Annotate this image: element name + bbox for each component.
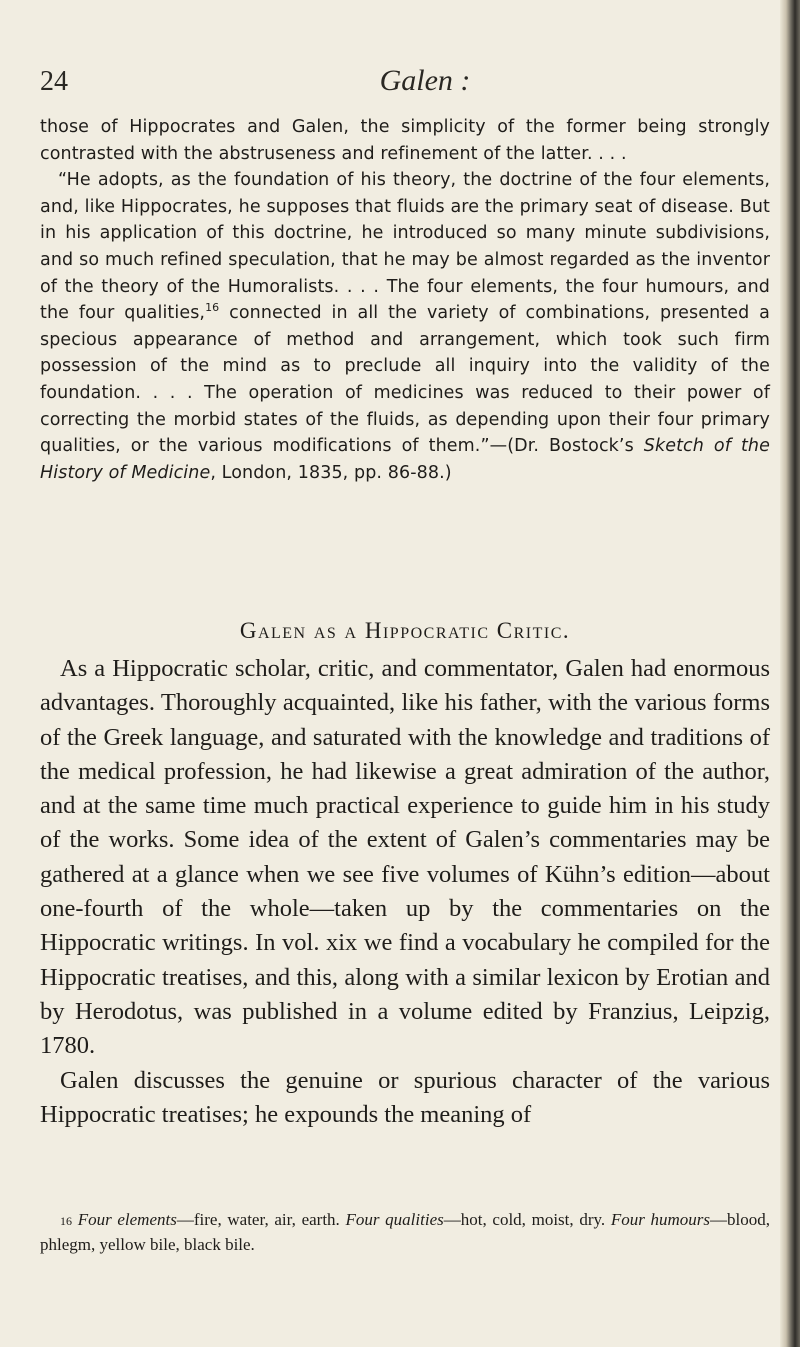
running-head: Galen : — [379, 64, 471, 97]
footnote-qualities-list: —hot, cold, moist, dry. — [443, 1210, 611, 1229]
book-spine-shadow — [780, 0, 800, 1347]
section-heading: Galen as a Hippocratic Critic. — [239, 618, 571, 643]
footnote — [40, 1208, 770, 1257]
quote-text-c: , London, 1835, pp. 86-88.) — [210, 462, 452, 483]
footnote-reference[interactable]: 16 — [205, 301, 220, 315]
footnote-label-elements: Four elements — [77, 1210, 177, 1229]
cited-work-title: Sketch of the History of Medicine — [40, 436, 770, 483]
quote-paragraph-1: those of Hippocrates and Galen, the simplicity of the former being strongly contrasted with the abstruseness and refinement of the latter. . . . — [40, 117, 770, 164]
body-paragraph-2: Galen discusses the genuine or spurious character of the various Hippocratic treatises; he expounds the meaning of — [40, 1066, 770, 1128]
quote-text-a: “He adopts, as the foundation of his theory, the doctrine of the four elements, and, like Hippocrates, he supposes that fluids are the primary seat of disease. But in his application of this doctrine, he introduced so many minute subdivisions, and so much refined speculation, that he may be almost regarded as the inventor of the theory of the Humoralists. . . . The four elements, the four humours, and the four qualities, — [40, 170, 770, 324]
quote-paragraph-2 — [40, 167, 770, 486]
body-text — [40, 652, 770, 1132]
footnote-humours-list: —blood, phlegm, yellow bile, black bile. — [40, 1210, 771, 1254]
page-number: 24 — [40, 66, 68, 97]
footnote-label-humours: Four humours — [610, 1210, 711, 1229]
body-paragraph-1: As a Hippocratic scholar, critic, and commentator, Galen had enormous advantages. Thoroughly acquainted, like his father, with the various forms of the Greek language, and saturated with the knowledge and traditions of the medical profession, he had likewise a great admiration of the author, and at the same time much practical experience to guide him in his study of the works. Some idea of the extent of Galen’s commentaries may be gathered at a glance when we see five volumes of Kühn’s edition—about one-fourth of the whole—taken up by the commentaries on the Hippocratic writings. In vol. xix we find a vocabulary he compiled for the Hippocratic treatises, and this, along with a similar lexicon by Erotian and by Herodotus, was published in a volume edited by Franzius, Leipzig, 1780. — [40, 655, 770, 1060]
quoted-passage — [40, 114, 770, 486]
footnote-number: 16 — [60, 1214, 72, 1228]
footnote-text — [40, 1208, 770, 1257]
footnote-label-qualities: Four qualities — [345, 1210, 444, 1229]
footnote-elements-list: —fire, water, air, earth. — [176, 1210, 346, 1229]
quote-text-b: connected in all the variety of combinations, presented a specious appearance of method and arrangement, which took such firm possession of the mind as to preclude all inquiry into the validity of the foundation. . . . The operation of medicines was reduced to their power of correcting the morbid states of the fluids, as depending upon their four primary qualities, or the various modifications of them.”—(Dr. Bostock’s — [40, 303, 770, 457]
page-header — [40, 60, 780, 100]
